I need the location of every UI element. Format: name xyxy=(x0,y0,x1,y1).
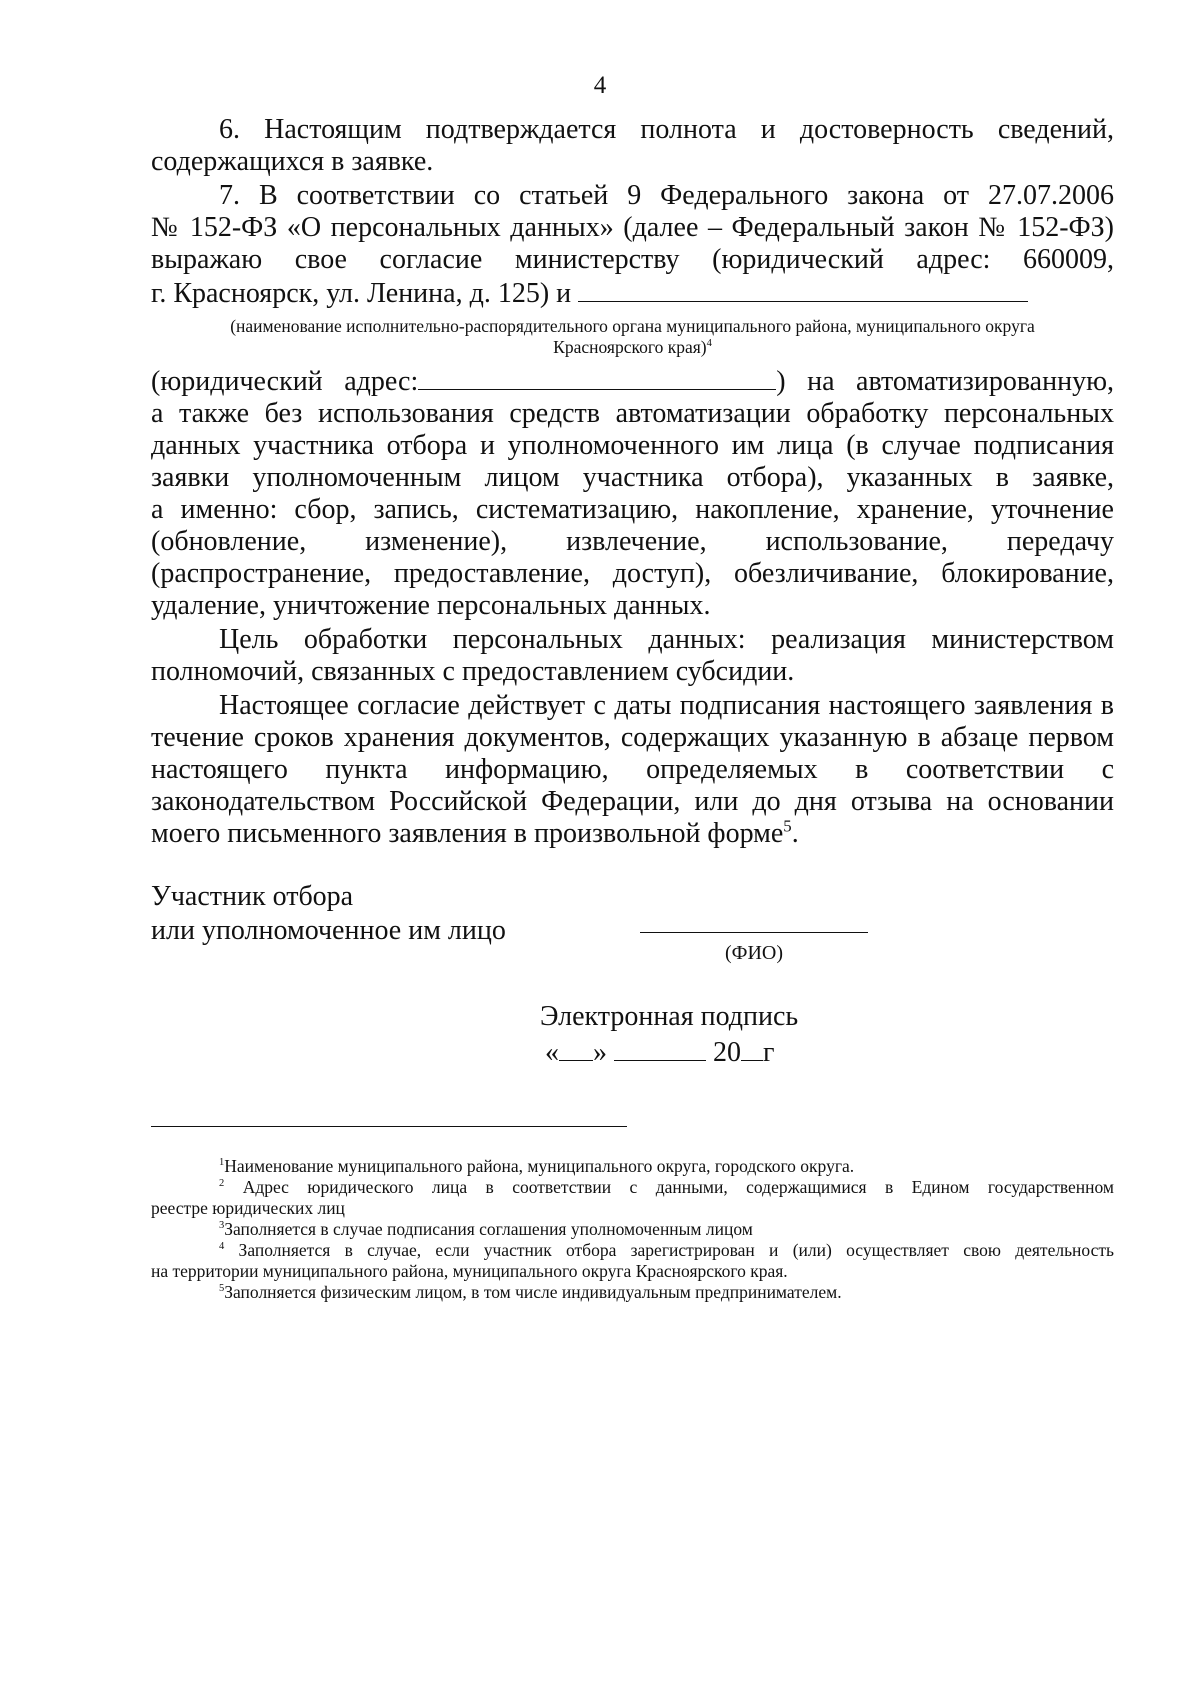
text-line: 6. Настоящим подтверждается полнота и достоверность сведений, xyxy=(219,114,1114,145)
footnote-separator xyxy=(151,1126,627,1127)
text-line: № 152-ФЗ «О персональных данных» (далее – Федеральный закон № 152-ФЗ) xyxy=(151,212,1114,243)
purpose-paragraph xyxy=(151,624,1114,688)
footnotes xyxy=(151,1156,1114,1303)
participant-line: Участник отбора xyxy=(151,881,354,912)
text-line: Настоящее согласие действует с даты подписания настоящего заявления в xyxy=(219,690,1114,721)
text-line xyxy=(151,818,1114,850)
footnote-number: 5 xyxy=(219,1283,225,1295)
fio-label: (ФИО) xyxy=(724,942,783,964)
caption-line: (наименование исполнительно-распорядительного органа муниципального района, муниципального округа xyxy=(230,316,1035,336)
paragraph-7 xyxy=(151,180,1114,622)
text-line: выражаю свое согласие министерству (юридический адрес: 660009, xyxy=(151,244,1114,275)
text-line: 7. В соответствии со статьей 9 Федерального закона от 27.07.2006 xyxy=(219,180,1114,211)
legal-address-blank[interactable] xyxy=(418,364,776,390)
date-year-blank[interactable] xyxy=(741,1036,763,1061)
footnote-text: Заполняется физическим лицом, в том числе индивидуальным предпринимателем. xyxy=(224,1282,842,1302)
authority-caption xyxy=(151,316,1114,358)
text-line xyxy=(151,364,1114,398)
text-line: данных участника отбора и уполномоченного им лица (в случае подписания xyxy=(151,430,1114,461)
date-day-blank[interactable] xyxy=(559,1036,593,1061)
text-line: Цель обработки персональных данных: реализация министерством xyxy=(219,624,1114,655)
caption-line xyxy=(151,337,1114,358)
footnote-5 xyxy=(151,1282,1114,1303)
text-line: а именно: сбор, запись, систематизацию, накопление, хранение, уточнение xyxy=(151,494,1114,525)
footnote-4 xyxy=(151,1240,1114,1282)
footnote-number: 2 xyxy=(219,1178,225,1190)
footnote-1 xyxy=(151,1156,1114,1177)
footnote-number: 3 xyxy=(219,1220,225,1232)
text-line: законодательством Российской Федерации, или до дня отзыва на основании xyxy=(151,786,1114,817)
electronic-signature-label: Электронная подпись xyxy=(540,1001,799,1032)
footnote-line xyxy=(151,1177,1114,1198)
footnote-ref: 4 xyxy=(706,338,712,350)
text-fragment: (юридический адрес: xyxy=(151,366,419,397)
text-line: течение сроков хранения документов, содержащих указанную в абзаце первом xyxy=(151,722,1114,753)
text-fragment: ) на автоматизированную, xyxy=(776,366,1114,397)
footnote-ref: 5 xyxy=(783,816,792,836)
fio-signature-line[interactable] xyxy=(640,932,868,933)
text-line: а также без использования средств автоматизации обработку персональных xyxy=(151,398,1114,429)
paragraph-6 xyxy=(151,114,1114,178)
date-line xyxy=(545,1036,774,1070)
participant-line: или уполномоченное им лицо xyxy=(151,915,506,946)
text-line: заявки уполномоченным лицом участника отбора), указанных в заявке, xyxy=(151,462,1114,493)
text-line: удаление, уничтожение персональных данных. xyxy=(151,590,711,621)
text-fragment: г. Красноярск, ул. Ленина, д. 125) и xyxy=(151,278,572,309)
document-body xyxy=(151,114,1114,850)
date-year-prefix: 20 xyxy=(713,1037,741,1068)
date-year-suffix: г xyxy=(763,1037,775,1068)
footnote-line: на территории муниципального района, муниципального округа Красноярского края. xyxy=(151,1261,788,1281)
text-fragment: . xyxy=(791,818,799,849)
footnote-line: реестре юридических лиц xyxy=(151,1198,345,1218)
footnote-number: 4 xyxy=(219,1241,225,1253)
page-number: 4 xyxy=(593,72,607,99)
text-line: полномочий, связанных с предоставлением субсидии. xyxy=(151,656,795,687)
authority-name-blank[interactable] xyxy=(578,276,1028,302)
date-month-blank[interactable] xyxy=(614,1036,706,1061)
footnote-text: Заполняется в случае, если участник отбора зарегистрирован и (или) осуществляет свою деятельность xyxy=(238,1240,1115,1260)
footnote-2 xyxy=(151,1177,1114,1219)
text-line: содержащихся в заявке. xyxy=(151,146,434,177)
footnote-text: Наименование муниципального района, муниципального округа, городского округа. xyxy=(224,1156,855,1176)
footnote-line xyxy=(151,1240,1114,1261)
footnote-number: 1 xyxy=(219,1157,225,1169)
text-line xyxy=(151,276,1114,310)
date-quote: » xyxy=(593,1037,607,1068)
caption-text: Красноярского края) xyxy=(553,337,707,357)
text-line: (распространение, предоставление, доступ), обезличивание, блокирование, xyxy=(151,558,1114,589)
validity-paragraph xyxy=(151,690,1114,850)
date-quote: « xyxy=(545,1037,559,1068)
text-line: настоящего пункта информацию, определяемых в соответствии с xyxy=(151,754,1114,785)
footnote-text: Адрес юридического лица в соответствии с данными, содержащимися в Едином государственном xyxy=(242,1177,1115,1197)
footnote-text: Заполняется в случае подписания соглашения уполномоченным лицом xyxy=(224,1219,753,1239)
footnote-3 xyxy=(151,1219,1114,1240)
text-fragment: моего письменного заявления в произвольной форме xyxy=(151,818,784,849)
participant-label xyxy=(151,880,506,948)
text-line: (обновление, изменение), извлечение, использование, передачу xyxy=(151,526,1114,557)
